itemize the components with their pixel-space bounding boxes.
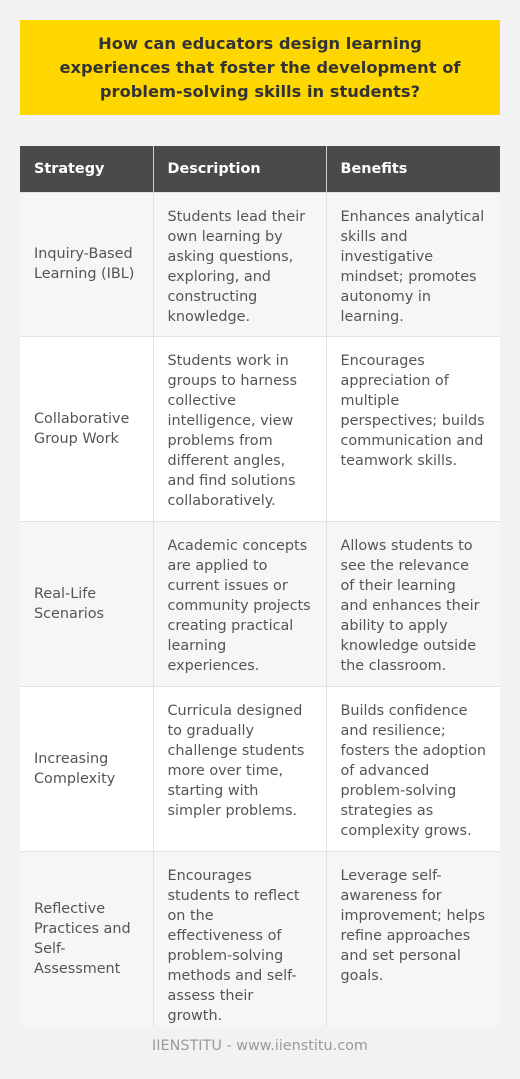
description-cell: Curricula designed to gradually challenge students more over time, starting with simpler problems. <box>153 686 326 851</box>
table-row <box>20 521 500 686</box>
table-row <box>20 851 500 1026</box>
header-benefits: Benefits <box>326 146 500 192</box>
strategy-table <box>20 146 500 1026</box>
title-banner <box>20 20 500 115</box>
page-title: How can educators design learning experiences that foster the development of problem-solving skills in students? <box>59 33 461 101</box>
benefits-cell: Enhances analytical skills and investigative mindset; promotes autonomy in learning. <box>326 192 500 336</box>
table-row <box>20 192 500 336</box>
strategy-cell: Inquiry-Based Learning (IBL) <box>20 192 153 336</box>
benefits-cell: Leverage self-awareness for improvement; helps refine approaches and set personal goals. <box>326 851 500 1026</box>
description-cell: Academic concepts are applied to current issues or community projects creating practical learning experiences. <box>153 521 326 686</box>
description-cell: Students lead their own learning by asking questions, exploring, and constructing knowledge. <box>153 192 326 336</box>
footer-credit: IIENSTITU - www.iienstitu.com <box>152 1038 368 1054</box>
table-header-row <box>20 146 500 192</box>
header-strategy: Strategy <box>20 146 153 192</box>
strategy-cell: Increasing Complexity <box>20 686 153 851</box>
table-row <box>20 336 500 521</box>
strategy-cell: Real-Life Scenarios <box>20 521 153 686</box>
benefits-cell: Allows students to see the relevance of their learning and enhances their ability to apply knowledge outside the classroom. <box>326 521 500 686</box>
table-row <box>20 686 500 851</box>
strategy-cell: Collaborative Group Work <box>20 336 153 521</box>
benefits-cell: Encourages appreciation of multiple perspectives; builds communication and teamwork skills. <box>326 336 500 521</box>
description-cell: Students work in groups to harness collective intelligence, view problems from different angles, and find solutions collaboratively. <box>153 336 326 521</box>
benefits-cell: Builds confidence and resilience; fosters the adoption of advanced problem-solving strategies as complexity grows. <box>326 686 500 851</box>
strategy-cell: Reflective Practices and Self-Assessment <box>20 851 153 1026</box>
description-cell: Encourages students to reflect on the effectiveness of problem-solving methods and self-assess their growth. <box>153 851 326 1026</box>
header-description: Description <box>153 146 326 192</box>
